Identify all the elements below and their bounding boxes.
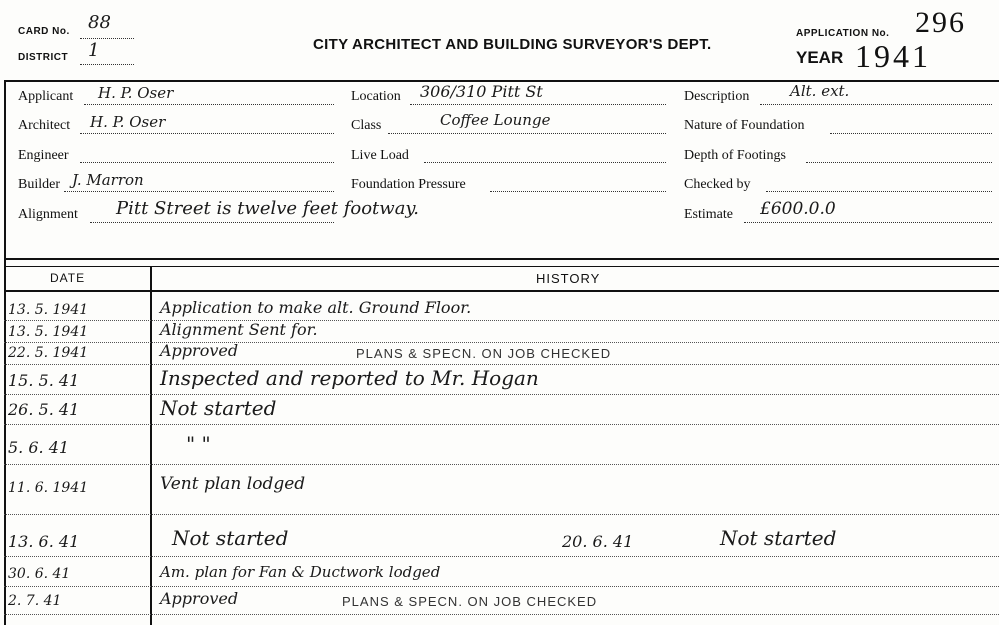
district-label: DISTRICT	[18, 52, 69, 63]
row-date: 13. 5. 1941	[8, 324, 89, 340]
description-value: Alt. ext.	[790, 82, 850, 100]
approval-stamp: PLANS & SPECN. ON JOB CHECKED	[356, 346, 612, 361]
history-column-header: HISTORY	[536, 271, 601, 286]
depth-of-footings-label: Depth of Footings	[684, 148, 786, 163]
location-value: 306/310 Pitt St	[420, 82, 543, 101]
class-label: Class	[351, 118, 382, 133]
applicant-label: Applicant	[18, 89, 74, 104]
row-text: Application to make alt. Ground Floor.	[160, 298, 472, 317]
date-column-header: DATE	[50, 271, 86, 285]
row-date: 30. 6. 41	[8, 566, 71, 582]
alignment-value: Pitt Street is twelve feet footway.	[116, 198, 419, 219]
applicant-value: H. P. Oser	[98, 84, 174, 102]
builder-label: Builder	[18, 177, 60, 192]
history-top-border	[4, 258, 999, 260]
history-top-border-inner	[4, 266, 999, 267]
location-label: Location	[351, 89, 401, 104]
row-text: Vent plan lodged	[160, 474, 306, 494]
row-date: 5. 6. 41	[8, 438, 70, 457]
live-load-label: Live Load	[351, 148, 409, 163]
card-no-label: CARD No.	[18, 26, 70, 37]
row-text: Alignment Sent for.	[160, 320, 318, 339]
architect-value: H. P. Oser	[90, 113, 166, 131]
row-date: 15. 5. 41	[8, 371, 80, 390]
approval-stamp: PLANS & SPECN. ON JOB CHECKED	[342, 594, 598, 609]
engineer-label: Engineer	[18, 148, 69, 163]
department-title: CITY ARCHITECT AND BUILDING SURVEYOR'S DEPT.	[313, 36, 712, 53]
row-date: 2. 7. 41	[8, 593, 62, 609]
checked-by-label: Checked by	[684, 177, 751, 192]
card-no-value: 88	[88, 12, 111, 33]
year-label: YEAR	[796, 48, 844, 67]
class-value: Coffee Lounge	[440, 111, 551, 129]
row-text-secondary: Not started	[720, 526, 837, 550]
row-text: Am. plan for Fan & Ductwork lodged	[160, 563, 441, 581]
header-underline	[4, 290, 999, 292]
row-date: 11. 6. 1941	[8, 480, 89, 496]
row-text: Not started	[172, 526, 289, 550]
row-date-secondary: 20. 6. 41	[562, 532, 634, 551]
architect-label: Architect	[18, 118, 71, 133]
estimate-label: Estimate	[684, 207, 733, 222]
foundation-pressure-label: Foundation Pressure	[351, 177, 466, 192]
builder-value: J. Marron	[72, 171, 144, 189]
row-date: 22. 5. 1941	[8, 345, 89, 361]
application-no-value: 296	[915, 6, 966, 39]
row-text: " "	[186, 432, 211, 456]
row-text: Approved	[160, 589, 239, 608]
row-text: Approved	[160, 341, 239, 360]
nature-of-foundation-label: Nature of Foundation	[684, 118, 805, 133]
alignment-label: Alignment	[18, 207, 78, 222]
left-border	[4, 80, 6, 625]
row-text: Inspected and reported to Mr. Hogan	[160, 366, 539, 390]
row-date: 26. 5. 41	[8, 400, 80, 419]
application-no-label: APPLICATION No.	[796, 28, 890, 39]
estimate-value: £600.0.0	[760, 199, 836, 219]
year-value: 1941	[855, 38, 931, 74]
district-value: 1	[88, 40, 100, 61]
row-date: 13. 6. 41	[8, 532, 80, 551]
description-label: Description	[684, 89, 750, 104]
row-text: Not started	[160, 396, 277, 420]
row-date: 13. 5. 1941	[8, 302, 89, 318]
